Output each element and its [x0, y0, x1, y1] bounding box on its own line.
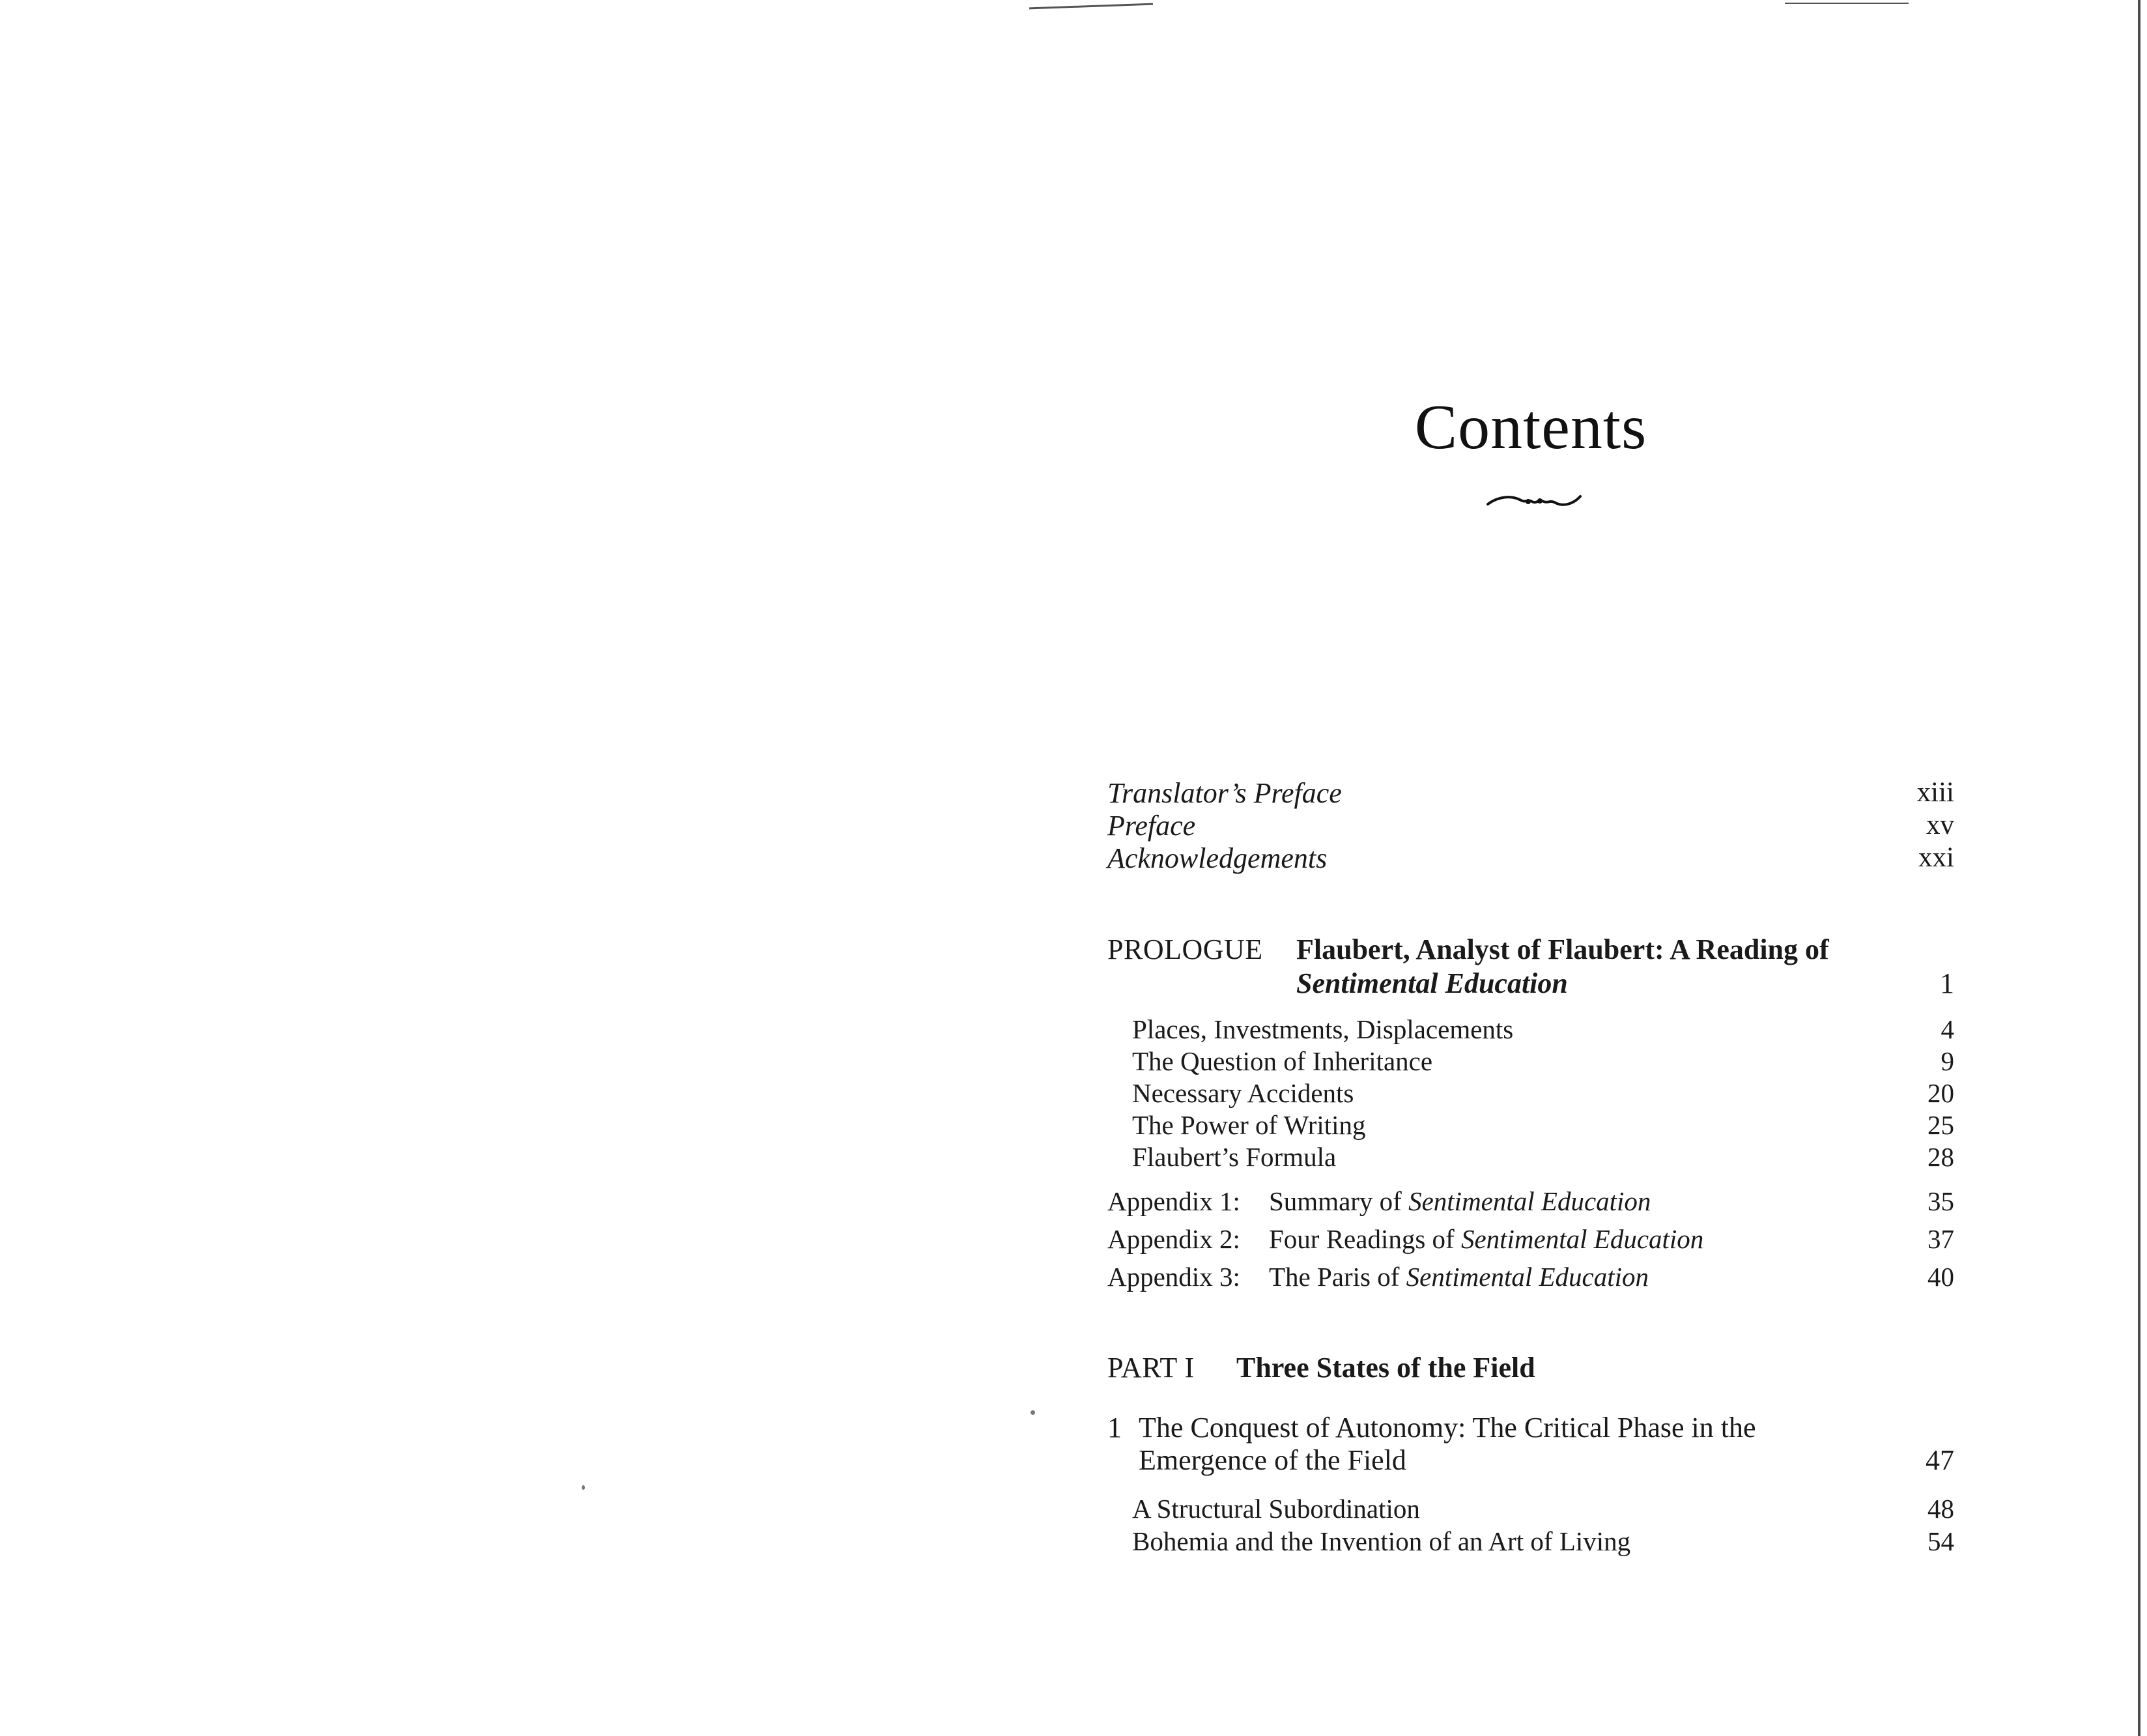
appendix-title [1269, 1186, 1651, 1217]
prologue-tag: PROLOGUE [1107, 933, 1263, 965]
toc-entry-label: Flaubert’s Formula [1132, 1142, 1337, 1172]
chapter-title-line1: The Conquest of Autonomy: The Critical Phase in the [1139, 1412, 1756, 1444]
toc-entry-page: 40 [1927, 1262, 1954, 1292]
appendix-title-italic: Sentimental Education [1408, 1186, 1651, 1216]
toc-part1-heading [1107, 1351, 1954, 1387]
appendix-title-italic: Sentimental Education [1460, 1224, 1704, 1254]
appendix-title [1269, 1261, 1649, 1292]
prologue-page: 1 [1940, 967, 1954, 999]
appendix-title [1269, 1223, 1703, 1255]
toc-entry-label: Bohemia and the Invention of an Art of Living [1132, 1526, 1631, 1556]
toc-entry-page: 54 [1927, 1526, 1954, 1556]
toc-appendix-1 [1107, 1186, 1954, 1222]
toc-section-bohemia [1107, 1526, 1954, 1562]
toc-entry-page: 28 [1927, 1142, 1954, 1172]
prologue-title-line1: Flaubert, Analyst of Flaubert: A Reading of [1296, 933, 1829, 965]
part1-title: Three States of the Field [1236, 1352, 1535, 1384]
toc-entry-page: xxi [1918, 842, 1954, 873]
appendix-title-plain: The Paris of [1269, 1262, 1400, 1292]
toc-entry-page: 35 [1927, 1186, 1954, 1216]
toc-entry-preface [1107, 809, 1954, 846]
toc-entry-translators-preface [1107, 776, 1954, 813]
toc-entry-label: Translator’s Preface [1107, 777, 1342, 809]
toc-entry-label: Places, Investments, Displacements [1132, 1014, 1514, 1044]
toc-appendix-2 [1107, 1223, 1954, 1260]
toc-entry-label: A Structural Subordination [1132, 1494, 1420, 1524]
toc-entry-acknowledgements [1107, 842, 1954, 878]
toc-section-inheritance [1107, 1046, 1954, 1082]
page-title: Contents [1414, 392, 1647, 462]
appendix-prefix: Appendix 3: [1107, 1262, 1240, 1292]
appendix-title-italic: Sentimental Education [1406, 1262, 1649, 1292]
toc-entry-label: The Question of Inheritance [1132, 1046, 1433, 1076]
toc-entry-page: 4 [1941, 1014, 1954, 1044]
toc-appendix-3 [1107, 1261, 1954, 1298]
part1-tag: PART I [1107, 1352, 1195, 1384]
appendix-title-plain: Summary of [1269, 1186, 1402, 1216]
toc-entry-page: 20 [1927, 1078, 1954, 1108]
toc-entry-page: 48 [1927, 1494, 1954, 1524]
toc-section-places [1107, 1014, 1954, 1050]
toc-section-formula [1107, 1141, 1954, 1178]
appendix-prefix: Appendix 2: [1107, 1224, 1240, 1254]
chapter-page: 47 [1926, 1444, 1954, 1476]
toc-chapter-1 [1107, 1411, 1954, 1483]
toc-entry-page: 9 [1941, 1046, 1954, 1076]
toc-entry-page: xiii [1916, 777, 1954, 808]
appendix-prefix: Appendix 1: [1107, 1186, 1240, 1216]
toc-section-power-of-writing [1107, 1109, 1954, 1146]
prologue-title-line2: Sentimental Education [1296, 967, 1568, 999]
toc-entry-label: Preface [1107, 810, 1196, 842]
chapter-title-line2: Emergence of the Field [1139, 1444, 1406, 1476]
chapter-number: 1 [1107, 1412, 1122, 1444]
toc-entry-label: Acknowledgements [1107, 842, 1328, 874]
toc-entry-page: xv [1926, 810, 1954, 840]
toc-section-structural-subordination [1107, 1493, 1954, 1530]
toc-prologue-heading [1107, 933, 1954, 1011]
toc-entry-label: The Power of Writing [1132, 1110, 1366, 1140]
appendix-title-plain: Four Readings of [1269, 1224, 1455, 1254]
toc-entry-label: Necessary Accidents [1132, 1078, 1354, 1108]
toc-entry-page: 37 [1927, 1224, 1954, 1254]
toc-section-accidents [1107, 1077, 1954, 1114]
toc-entry-page: 25 [1927, 1110, 1954, 1140]
